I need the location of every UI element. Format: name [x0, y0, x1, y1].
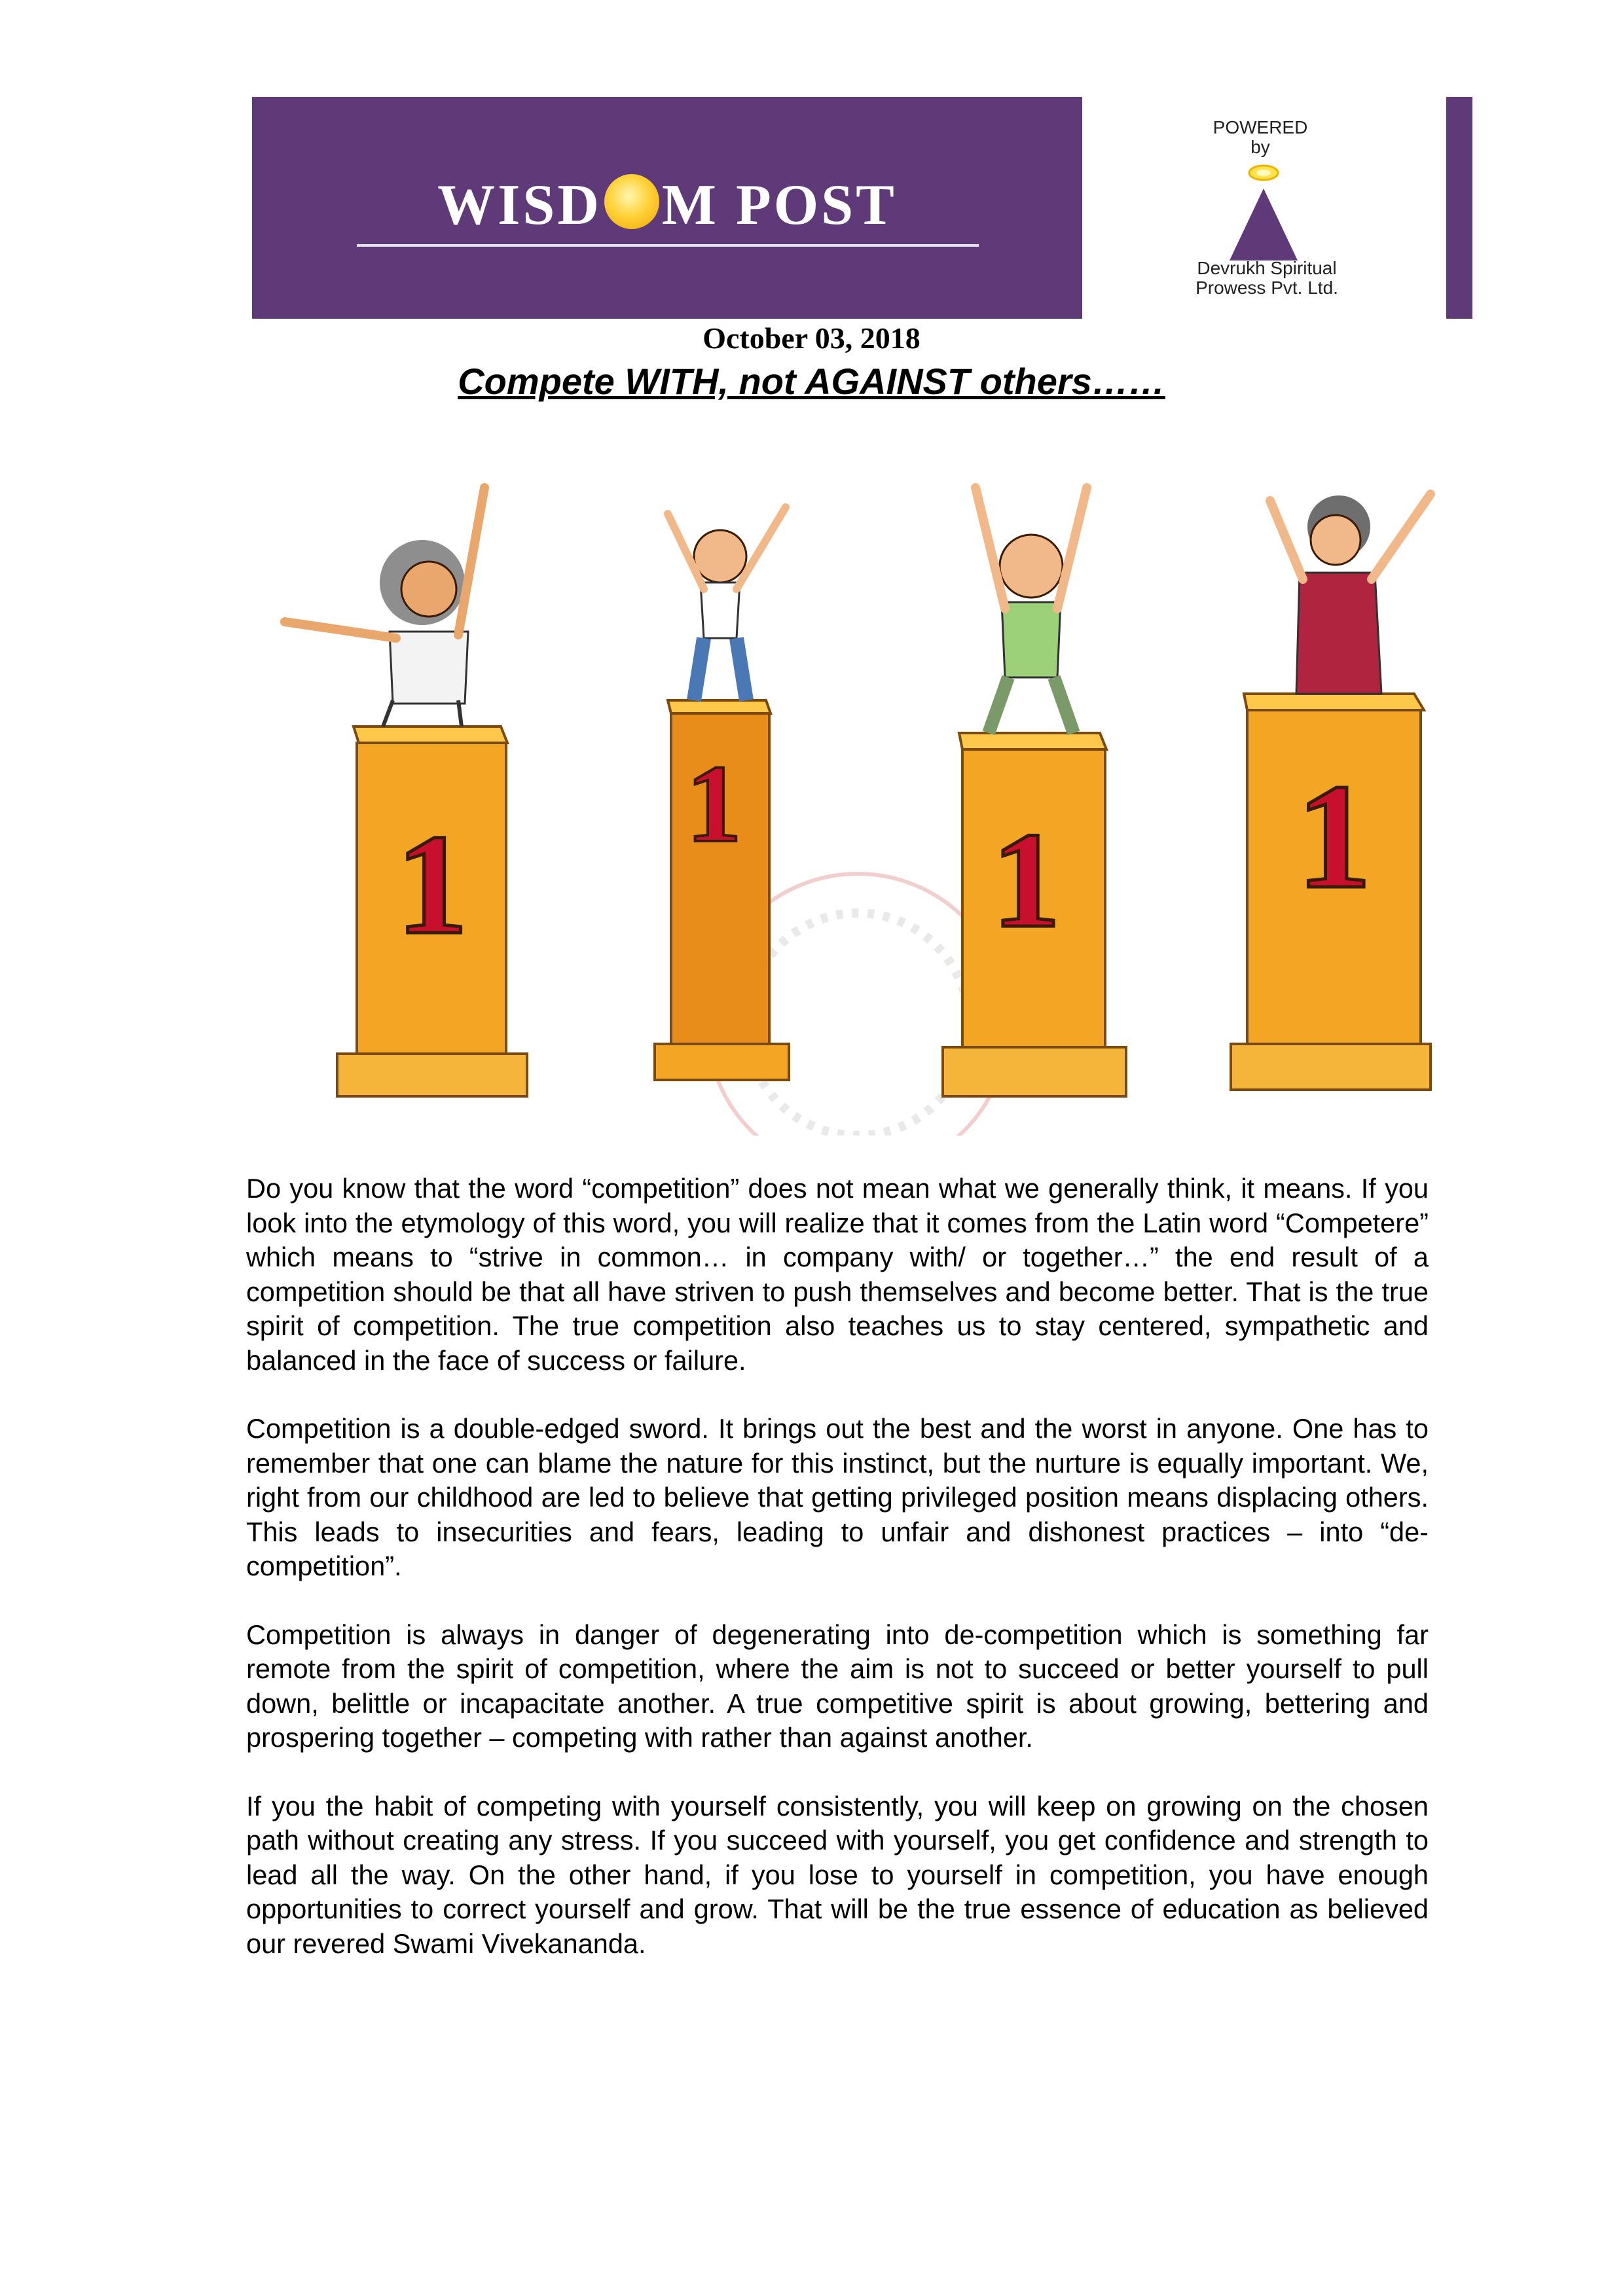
wisdom-post-logo: [252, 172, 1082, 238]
paragraph-3: Competition is always in danger of degenerating into de-competition which is something far remote from the spirit of competition, where the aim is not to succeed or better yourself to pull down, belittle or incapacitate another. A true competitive spirit is about growing, bettering and prospering together – competing with rather than against another.: [246, 1619, 1429, 1753]
podium-2-number: 1: [686, 742, 742, 865]
podium-1-number: 1: [396, 804, 468, 964]
podium-illustration: [249, 461, 1480, 1136]
sun-icon: [604, 174, 659, 229]
paragraph-4: If you the habit of competing with yourself consistently, you will keep on growing on the chosen path without creating any stress. If you succeed with yourself, you get confidence and strength to lead all the way. On the other hand, if you lose to yourself in competition, you have enough opportunities to correct yourself and grow. That will be the true essence of education as believed our revered Swami Vivekananda.: [246, 1790, 1429, 1959]
paragraph-2: Competition is a double-edged sword. It brings out the best and the worst in anyone. One has to remember that one can blame the nature for this instinct, but the nurture is equally important. We, right from our childhood are led to believe that getting privileged position means displacing others. This leads to insecurities and fears, leading to unfair and dishonest practices – into “de-competition”.: [246, 1413, 1429, 1581]
podium-4-number: 1: [1296, 753, 1372, 920]
logo-text-left: WISD: [437, 173, 602, 237]
powered-line-2: by: [1250, 137, 1270, 157]
powered-by-label: [1152, 118, 1368, 157]
header-banner: [252, 97, 1082, 319]
company-line-2: Prowess Pvt. Ltd.: [1195, 278, 1338, 298]
podium-3: [943, 488, 1126, 1096]
logo-underline: [357, 244, 979, 247]
powered-line-1: POWERED: [1213, 117, 1308, 137]
podium-1: [285, 488, 527, 1096]
company-line-1: Devrukh Spiritual: [1197, 258, 1337, 278]
podium-3-number: 1: [992, 804, 1061, 956]
post-title: Compete WITH, not AGAINST others……: [458, 361, 1165, 402]
paragraph-1: Do you know that the word “competition” does not mean what we generally think, it means. If you look into the etymology of this word, you will realize that it comes from the Latin word “Competere” which means to “strive in common… in company with/ or together…” the end result of a competition should be that all have striven to push themselves and become better. That is the true spirit of competition. The true competition also teaches us to stay centered, sympathetic and balanced in the face of success or failure.: [246, 1173, 1429, 1376]
company-name: [1162, 259, 1372, 298]
podium-4: [1231, 494, 1431, 1090]
podium-2: [655, 507, 789, 1080]
logo-text-right: M POST: [661, 173, 897, 237]
post-date: October 03, 2018: [702, 321, 921, 355]
company-logo-icon: [1224, 164, 1303, 262]
article-body: [246, 1172, 1429, 1995]
header-side-bar: [1446, 97, 1472, 319]
